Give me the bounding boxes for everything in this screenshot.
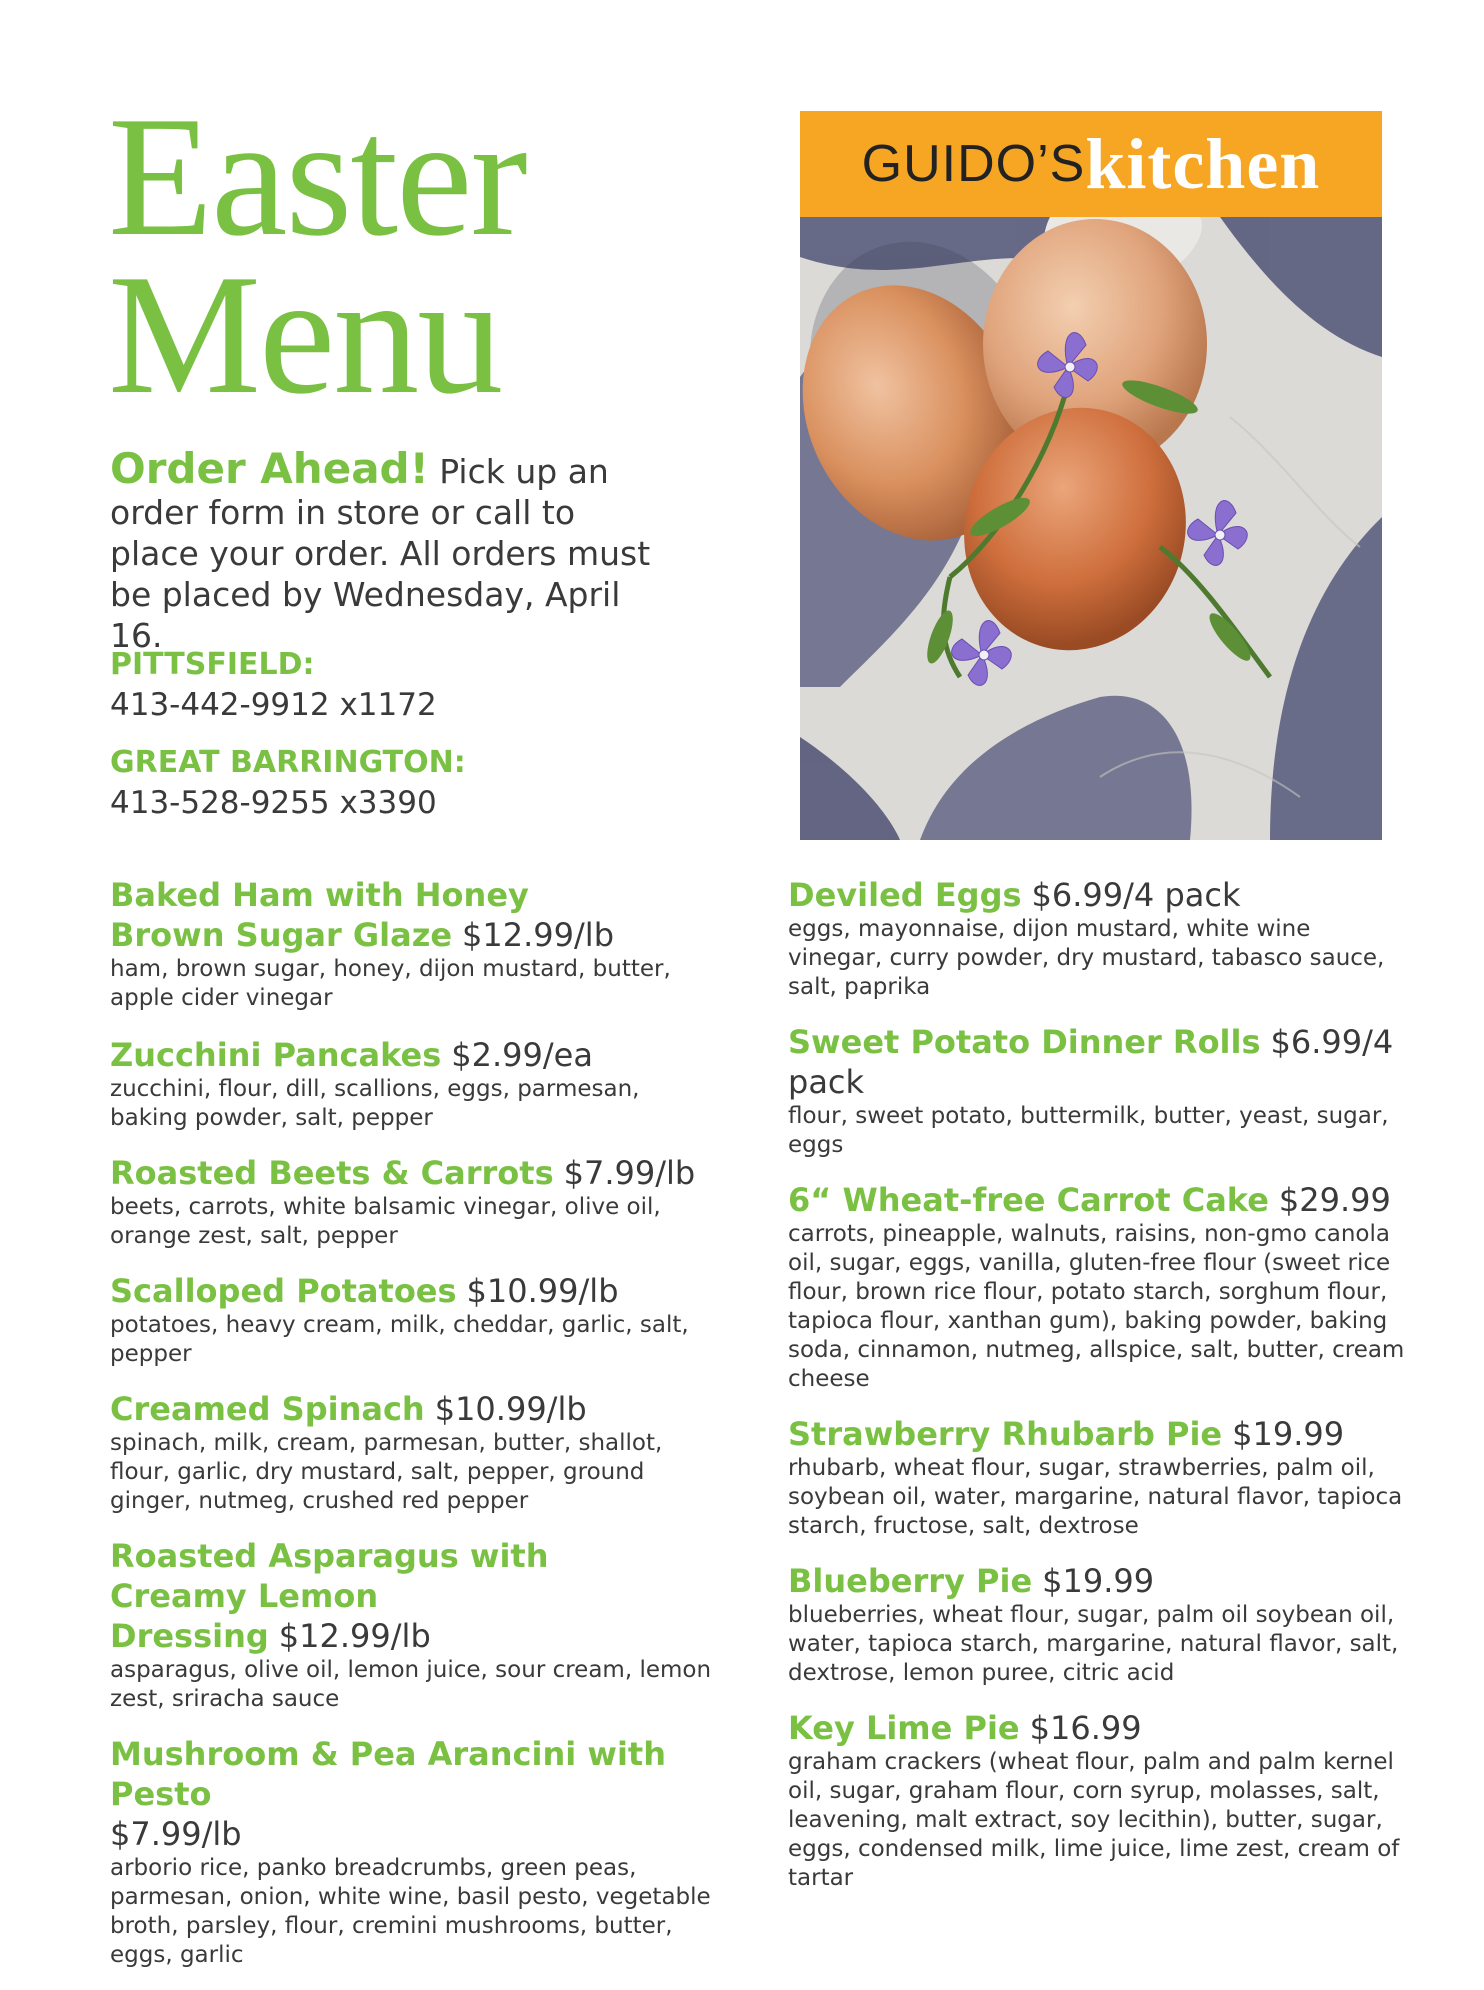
menu-item-price: $7.99/lb xyxy=(563,1154,696,1192)
menu-item-price: $12.99/lb xyxy=(278,1617,431,1655)
location-pittsfield xyxy=(110,645,670,725)
menu-item xyxy=(110,1153,720,1251)
location-phone: 413-528-9255 x3390 xyxy=(110,785,437,821)
menu-item xyxy=(788,1561,1408,1688)
menu-item xyxy=(110,875,720,1013)
menu-item-price: $19.99 xyxy=(1232,1415,1345,1453)
order-ahead-text xyxy=(110,444,670,656)
menu-item-ingredients: asparagus, olive oil, lemon juice, sour cream, lemon zest, sriracha sauce xyxy=(110,1657,712,1712)
logo-text-kitchen: kitchen xyxy=(1085,123,1321,204)
menu-item xyxy=(110,1271,720,1369)
menu-item-name: Strawberry Rhubarb Pie xyxy=(788,1415,1223,1453)
menu-item xyxy=(110,1536,720,1714)
menu-item-ingredients: blueberries, wheat flour, sugar, palm oil soybean oil, water, tapioca starch, margarine, natural flavor, salt, dextrose, lemon puree, citric acid xyxy=(788,1602,1399,1686)
menu-item-price: $16.99 xyxy=(1029,1709,1142,1747)
menu-item xyxy=(788,875,1408,1002)
menu-item xyxy=(788,1022,1408,1160)
eggs-photo xyxy=(800,217,1382,840)
menu-item xyxy=(110,1389,720,1516)
menu-item xyxy=(788,1180,1408,1394)
menu-item-name: Sweet Potato Dinner Rolls xyxy=(788,1023,1261,1061)
menu-item-ingredients: ham, brown sugar, honey, dijon mustard, butter, apple cider vinegar xyxy=(110,956,671,1011)
eggs-illustration xyxy=(800,217,1382,840)
menu-item-price: $12.99/lb xyxy=(462,916,614,954)
menu-item-name: Zucchini Pancakes xyxy=(110,1036,442,1074)
location-phone: 413-442-9912 x1172 xyxy=(110,687,437,723)
menu-item-price: $19.99 xyxy=(1042,1562,1155,1600)
menu-item-name: Mushroom & Pea Arancini with Pesto xyxy=(110,1735,666,1813)
menu-item-price: $29.99 xyxy=(1278,1181,1391,1219)
menu-item-ingredients: zucchini, flour, dill, scallions, eggs, parmesan, baking powder, salt, pepper xyxy=(110,1076,640,1131)
menu-item-ingredients: graham crackers (wheat flour, palm and palm kernel oil, sugar, graham flour, corn syrup, molasses, salt, leavening, malt extract, soy lecithin), butter, sugar, eggs, condensed milk, lime juice, lime zest, cream of tartar xyxy=(788,1749,1400,1891)
menu-item-name: Baked Ham with Honey Brown Sugar Glaze xyxy=(110,876,529,954)
menu-item-name: Scalloped Potatoes xyxy=(110,1272,457,1310)
order-ahead-body: Pick up an order form in store or call to place your order. All orders must be placed by Wednesday, April 16. xyxy=(110,452,651,655)
menu-item-name: Blueberry Pie xyxy=(788,1562,1033,1600)
menu-item-price: $10.99/lb xyxy=(466,1272,619,1310)
menu-item-price: $2.99/ea xyxy=(451,1036,593,1074)
menu-item-ingredients: arborio rice, panko breadcrumbs, green peas, parmesan, onion, white wine, basil pesto, vegetable broth, parsley, flour, cremini mushrooms, butter, eggs, garlic xyxy=(110,1855,711,1968)
menu-item-ingredients: flour, sweet potato, buttermilk, butter, yeast, sugar, eggs xyxy=(788,1103,1389,1158)
menu-column-left xyxy=(110,875,720,1990)
title-line-2: Menu xyxy=(108,240,502,430)
menu-item-price: $10.99/lb xyxy=(434,1390,587,1428)
menu-item-name: Deviled Eggs xyxy=(788,876,1022,914)
menu-item-ingredients: rhubarb, wheat flour, sugar, strawberries, palm oil, soybean oil, water, margarine, natural flavor, tapioca starch, fructose, salt, dextrose xyxy=(788,1455,1403,1539)
menu-item-ingredients: potatoes, heavy cream, milk, cheddar, garlic, salt, pepper xyxy=(110,1312,689,1367)
menu-item-name: Roasted Beets & Carrots xyxy=(110,1154,554,1192)
menu-item-ingredients: eggs, mayonnaise, dijon mustard, white wine vinegar, curry powder, dry mustard, tabasco sauce, salt, paprika xyxy=(788,916,1385,1000)
menu-item xyxy=(788,1708,1408,1893)
title-line-1: Easter xyxy=(108,82,526,272)
menu-item-ingredients: spinach, milk, cream, parmesan, butter, shallot, flour, garlic, dry mustard, salt, pepper, ground ginger, nutmeg, crushed red pepper xyxy=(110,1430,663,1514)
guidos-kitchen-logo xyxy=(800,111,1382,217)
logo-text-guidos: GUIDO’S xyxy=(861,135,1086,193)
menu-column-right xyxy=(788,875,1408,1913)
location-name: GREAT BARRINGTON: xyxy=(110,745,466,780)
menu-item-ingredients: carrots, pineapple, walnuts, raisins, non-gmo canola oil, sugar, eggs, vanilla, gluten-free flour (sweet rice flour, brown rice flour, potato starch, sorghum flour, tapioca flour, xanthan gum), baking powder, baking soda, cinnamon, nutmeg, allspice, salt, butter, cream cheese xyxy=(788,1221,1405,1392)
page-title xyxy=(108,82,526,430)
menu-item-ingredients: beets, carrots, white balsamic vinegar, olive oil, orange zest, salt, pepper xyxy=(110,1194,661,1249)
menu-item-name: Roasted Asparagus with Creamy Lemon Dressing xyxy=(110,1537,549,1655)
menu-item xyxy=(110,1035,720,1133)
order-ahead-heading: Order Ahead! xyxy=(110,444,429,493)
menu-item xyxy=(110,1734,720,1970)
menu-item-name: Key Lime Pie xyxy=(788,1709,1020,1747)
menu-item-price: $6.99/4 pack xyxy=(1031,876,1241,914)
menu-item xyxy=(788,1414,1408,1541)
location-name: PITTSFIELD: xyxy=(110,647,315,682)
location-great-barrington xyxy=(110,743,670,823)
menu-item-name: 6“ Wheat-free Carrot Cake xyxy=(788,1181,1269,1219)
menu-item-price: $7.99/lb xyxy=(110,1815,242,1853)
menu-item-name: Creamed Spinach xyxy=(110,1390,425,1428)
menu-item-price: $6.99/4 pack xyxy=(788,1023,1394,1101)
